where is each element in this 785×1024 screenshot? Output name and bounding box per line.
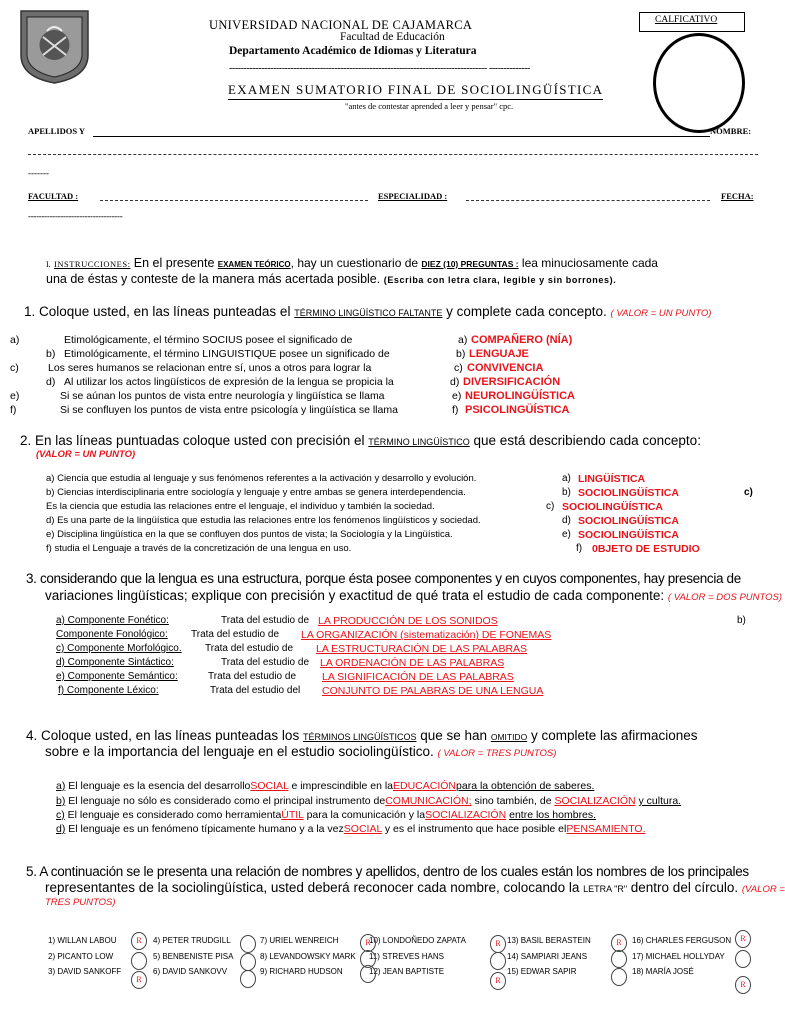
instructions-line-1 <box>46 256 658 270</box>
q2-item-text: f) studia el Lenguaje a través de la concretización de una lengua en uso. <box>46 543 352 554</box>
instructions-text-2: , hay un cuestionario de <box>290 256 419 270</box>
q3-component-mid: Trata del estudio de <box>208 671 297 682</box>
q1-answer-letter: b) <box>456 348 466 360</box>
q5-name: 12) JEAN BAPTISTE <box>369 967 445 976</box>
q3-component-mid: Trata del estudio del <box>210 685 301 696</box>
q1-item-text: Etimológicamente, el término SOCIUS posee el significado de <box>64 334 353 346</box>
q4-omitted: OMITIDO <box>490 732 528 742</box>
fecha-dots: ----------------------------------- <box>28 211 123 221</box>
university-seal <box>19 9 90 85</box>
q2-answer-letter: e) <box>562 529 571 540</box>
q5-answer-circle[interactable]: R <box>490 935 506 953</box>
faculty-name: Facultad de Educación <box>340 31 445 43</box>
q3-component-label: d) Componente Sintáctico: <box>56 657 174 668</box>
q4-a-text-2: e imprescindible en la <box>291 780 393 792</box>
q1-keyword: TÉRMINO LINGÜÍSTICO FALTANTE <box>294 308 443 318</box>
q3-component-label: Componente Fonológico: <box>56 629 168 640</box>
instructions-number: I. <box>46 260 51 269</box>
q4-b-text-1: El lenguaje no sólo es considerado como el principal instrumento de <box>68 795 386 807</box>
q1-value: ( VALOR = UN PUNTO) <box>610 308 712 319</box>
q2-answer-letter: d) <box>562 515 571 526</box>
q3-component-answer[interactable]: LA ORDENACIÓN DE LAS PALABRAS <box>320 657 505 669</box>
q5-answer-circle[interactable] <box>490 952 506 970</box>
q1-answer-letter: d) <box>450 376 460 388</box>
q5-answer-circle[interactable]: R <box>735 976 751 994</box>
q3-component-label: f) Componente Léxico: <box>58 685 159 696</box>
q1-answer-letter: f) <box>452 404 459 416</box>
q5-answer-circle[interactable] <box>240 970 256 988</box>
q4-c-answer-1[interactable]: ÚTIL <box>281 809 304 821</box>
q5-name: 18) MARÍA JOSÉ <box>632 967 694 976</box>
name-dots-line[interactable] <box>28 154 758 155</box>
question-count: DIEZ (10) PREGUNTAS : <box>421 259 519 269</box>
apellidos-label: APELLIDOS Y <box>28 126 86 136</box>
q2-answer[interactable]: SOCIOLINGÜÍSTICA <box>562 501 663 513</box>
q4-a-letter: a) <box>56 780 66 792</box>
q5-name: 15) EDWAR SAPIR <box>507 967 577 976</box>
especialidad-label: ESPECIALIDAD : <box>378 191 448 201</box>
q2-value: (VALOR = UN PUNTO) <box>36 449 136 460</box>
instructions-text-3: lea minuciosamente cada <box>521 256 658 270</box>
q4-mid: que se han <box>420 728 488 743</box>
q5-value-a: (VALOR = <box>741 884 785 895</box>
q4-c-text-2: para la comunicación y la <box>306 809 426 821</box>
motto: "antes de contestar aprended a leer y pensar" cpc. <box>345 101 514 111</box>
q5-name: 5) BENBENISTE PISA <box>153 952 234 961</box>
q3-component-mid: Trata del estudio de <box>221 657 310 668</box>
q2-suffix: que está describiendo cada concepto: <box>473 433 701 448</box>
q5-name: 13) BASIL BERASTEIN <box>507 936 591 945</box>
q4-item-d <box>56 823 646 835</box>
q1-item-text: Si se confluyen los puntos de vista entre psicología y lingüística se llama <box>60 404 398 416</box>
q3-component-mid: Trata del estudio de <box>221 615 310 626</box>
q2-answer[interactable]: SOCIOLINGÜÍSTICA <box>578 529 679 541</box>
q1-item-letter: a) <box>10 334 20 346</box>
q5-line-2-text: representantes de la sociolingüística, usted deberá reconocer cada nombre, colocando la <box>45 880 580 895</box>
q2-item-text: b) Ciencias interdisciplinaria entre sociología y lenguaje y entre ambas se genera interdependencia. <box>46 487 466 498</box>
q2-item-text: e) Disciplina lingüística en la que se confluyen dos puntos de vista; la Sociología y la Lingüística. <box>46 529 453 540</box>
department-name: Departamento Académico de Idiomas y Literatura <box>229 45 477 57</box>
grade-circle[interactable] <box>653 33 745 133</box>
q4-c-answer-2[interactable]: SOCIALIZACIÓN <box>425 809 507 821</box>
q2-answer-letter: a) <box>562 473 571 484</box>
q5-name: 6) DAVID SANKOVV <box>153 967 228 976</box>
q3-component-label: a) Componente Fonético: <box>56 615 169 626</box>
q5-answer-circle[interactable] <box>360 965 376 983</box>
q5-letter-label: LETRA "R" <box>583 884 628 894</box>
q2-answer[interactable]: SOCIOLINGÜÍSTICA <box>578 515 679 527</box>
q3-value: ( VALOR = DOS PUNTOS) <box>667 592 783 603</box>
instructions-text-1: En el presente <box>133 256 215 270</box>
q4-a-answer-2[interactable]: EDUCACIÓN <box>393 780 457 792</box>
q1-answer[interactable]: PSICOLINGÜÍSTICA <box>465 404 570 416</box>
q4-c-letter: c) <box>56 809 65 821</box>
q4-a-text-3: para la obtención de saberes. <box>456 780 595 792</box>
q5-name: 14) SAMPIARI JEANS <box>507 952 588 961</box>
q5-name: 9) RICHARD HUDSON <box>260 967 343 976</box>
q4-b-letter: b) <box>56 795 66 807</box>
q5-answer-circle[interactable]: R <box>131 971 147 989</box>
q5-answer-circle[interactable]: R <box>131 932 147 950</box>
q4-b-answer-1[interactable]: COMUNICACIÓN; <box>385 795 472 807</box>
q5-answer-circle[interactable]: R <box>360 934 376 952</box>
q5-name: 4) PETER TRUDGILL <box>153 936 231 945</box>
q3-line-2-text: variaciones lingüísticas; explique con precisión y exactitud de qué trata el estudio de cada componente: <box>45 588 665 603</box>
q4-suffix: y complete las afirmaciones <box>530 728 698 743</box>
especialidad-line[interactable] <box>466 200 710 201</box>
university-name: UNIVERSIDAD NACIONAL DE CAJAMARCA <box>209 18 473 32</box>
q2-keyword: TÉRMINO LINGÜÍSTICO <box>368 437 470 447</box>
header-separator: ---------------------------------------------------------------------------------------- -------------- <box>229 63 530 74</box>
q3-line-2 <box>45 588 782 603</box>
q2-stray-c: c) <box>744 487 753 498</box>
q5-answer-circle[interactable] <box>611 950 627 968</box>
q2-answer-letter: c) <box>546 501 555 512</box>
q3-component-answer[interactable]: LA ORGANIZACIÓN (sistematización) DE FONEMAS <box>301 629 552 641</box>
q1-answer[interactable]: NEUROLINGÜÍSTICA <box>465 390 575 402</box>
q5-line-2 <box>45 880 785 895</box>
q4-d-answer-2[interactable]: PENSAMIENTO. <box>566 823 646 835</box>
apellidos-line[interactable] <box>93 136 710 137</box>
q5-answer-circle[interactable] <box>735 950 751 968</box>
q4-item-a <box>56 780 594 792</box>
instructions-line-2 <box>46 272 616 286</box>
q5-name: 17) MICHAEL HOLLYDAY <box>632 952 725 961</box>
q3-line-1: 3. considerando que la lengua es una estructura, porque ésta posee componentes y en cuyos componentes, hay presencia de <box>26 571 741 586</box>
q4-item-b <box>56 795 681 807</box>
q1-item-letter: d) <box>46 376 56 388</box>
q5-line-2-end: dentro del círculo. <box>630 880 739 895</box>
q1-item-text: Los seres humanos se relacionan entre sí, unos a otros para lograr la <box>48 362 372 374</box>
q1-answer[interactable]: LENGUAJE <box>469 348 529 360</box>
q4-b-text-3: y cultura. <box>638 795 682 807</box>
q1-answer-letter: a) <box>458 334 468 346</box>
q3-component-mid: Trata del estudio de <box>205 643 294 654</box>
q4-c-text-1: El lenguaje es considerado como herramienta <box>67 809 282 821</box>
q5-answer-circle[interactable] <box>611 968 627 986</box>
q1-prefix: 1. Coloque usted, en las líneas punteadas el <box>24 304 291 319</box>
q4-d-text-2: y es el instrumento que hace posible el <box>384 823 567 835</box>
q1-answer[interactable]: DIVERSIFICACIÓN <box>463 376 561 388</box>
q4-d-text-1: El lenguaje es un fenómeno típicamente humano y a la vez <box>68 823 344 835</box>
name-continuation: ------- <box>28 168 49 178</box>
q3-component-label: c) Componente Morfológico. <box>56 643 182 654</box>
facultad-label: FACULTAD : <box>28 191 79 201</box>
q1-item-text: Al utilizar los actos lingüísticos de expresión de la lengua se propicia la <box>64 376 394 388</box>
q1-item-letter: c) <box>10 362 19 374</box>
q3-component-answer[interactable]: CONJUNTO DE PALABRAS DE UNA LENGUA <box>322 685 544 697</box>
q4-item-c <box>56 809 596 821</box>
q4-d-letter: d) <box>56 823 66 835</box>
q3-component-answer[interactable]: LA PRODUCCIÓN DE LOS SONIDOS <box>318 615 498 627</box>
q1-answer[interactable]: CONVIVENCIA <box>467 362 544 374</box>
q1-item-letter: e) <box>10 390 20 402</box>
facultad-line[interactable] <box>100 200 368 201</box>
q1-item-text: Si se aúnan los puntos de vista entre neurología y lingüística se llama <box>60 390 385 402</box>
q2-heading <box>20 433 701 448</box>
q5-answer-circle[interactable]: R <box>735 930 751 948</box>
q2-answer-letter: b) <box>562 487 571 498</box>
q5-answer-circle[interactable]: R <box>611 934 627 952</box>
q5-answer-circle[interactable] <box>131 952 147 970</box>
instructions-note: (Escriba con letra clara, legible y sin borrones). <box>383 275 617 285</box>
q5-answer-circle[interactable]: R <box>490 972 506 990</box>
q2-answer[interactable]: LINGÜÍSTICA <box>578 473 646 485</box>
instructions-label: INSTRUCCIONES: <box>54 259 131 269</box>
q4-b-text-2: sino también, de <box>474 795 552 807</box>
q4-a-text-1: El lenguaje es la esencia del desarrollo <box>68 780 251 792</box>
grade-label: CALFICATIVO <box>655 15 718 25</box>
exam-type: EXAMEN TEÓRICO <box>217 260 291 269</box>
q4-prefix: 4. Coloque usted, en las líneas punteadas los <box>26 728 300 743</box>
q1-item-letter: f) <box>10 404 17 416</box>
nombre-label-text: NOMBRE <box>710 126 749 136</box>
q1-item-letter: b) <box>46 348 56 360</box>
q3-component-answer[interactable]: LA SIGNIFICACIÓN DE LAS PALABRAS <box>322 671 514 683</box>
q2-item-text: a) Ciencia que estudia al lenguaje y sus fenómenos referentes a la activación y desarrollo y evolución. <box>46 473 477 484</box>
q3-component-label: e) Componente Semántico: <box>56 671 178 682</box>
q5-answer-circle[interactable] <box>240 953 256 971</box>
q5-name: 8) LEVANDOWSKY MARK <box>260 952 356 961</box>
nombre-label: NOMBRE: <box>710 126 752 136</box>
q4-d-answer-1[interactable]: SOCIAL <box>343 823 382 835</box>
q5-name: 3) DAVID SANKOFF <box>48 967 122 976</box>
q1-item-text: Etimológicamente, el término LINGUISTIQUE posee un significado de <box>64 348 390 360</box>
q4-line-2-text: sobre e la importancia del lenguaje en el estudio sociolingüístico. <box>45 744 434 759</box>
instructions-text-4: una de éstas y conteste de la manera más acertada posible. <box>46 272 381 286</box>
q4-keyword: TÉRMINOS LINGÜÍSTICOS <box>302 732 417 742</box>
q1-suffix: y complete cada concepto. <box>446 304 607 319</box>
q1-answer[interactable]: COMPAÑERO (NÍA) <box>471 334 573 346</box>
q5-line-1: 5. A continuación se le presenta una relación de nombres y apellidos, dentro de los cuales están los nombres de los principales <box>26 864 749 879</box>
q4-c-text-3: entre los hombres. <box>509 809 597 821</box>
q3-component-answer[interactable]: LA ESTRUCTURACIÓN DE LAS PALABRAS <box>316 643 528 655</box>
q5-name: 10) LONDOÑEDO ZAPATA <box>369 936 466 945</box>
q5-name: 16) CHARLES FERGUSON <box>632 936 732 945</box>
q4-a-answer-1[interactable]: SOCIAL <box>250 780 289 792</box>
q1-answer-letter: e) <box>452 390 462 402</box>
q5-name: 11) STREVES HANS <box>369 952 444 961</box>
q3-component-mid: Trata del estudio de <box>191 629 280 640</box>
q2-answer-letter: f) <box>576 543 583 554</box>
q1-heading <box>24 304 711 319</box>
q5-name: 1) WILLAN LABOU <box>48 936 117 945</box>
q4-heading <box>26 728 698 743</box>
q2-item-text: Es la ciencia que estudia las relaciones entre el lenguaje, el individuo y también la sociedad. <box>46 501 435 512</box>
q5-name: 2) PICANTO LOW <box>48 952 114 961</box>
q4-line-2 <box>45 744 556 759</box>
q3-stray-b: b) <box>737 615 746 626</box>
fecha-label: FECHA: <box>721 191 754 201</box>
q2-item-text: d) Es una parte de la lingüística que estudia las relaciones entre los fenómenos lingüísticos y sociedad. <box>46 515 481 526</box>
q5-value-b: TRES PUNTOS) <box>45 897 116 908</box>
q2-answer[interactable]: 0BJETO DE ESTUDIO <box>592 543 700 555</box>
q4-b-answer-2[interactable]: SOCIALIZACIÓN <box>554 795 636 807</box>
q5-name: 7) URIEL WENREICH <box>260 936 339 945</box>
q4-value: ( VALOR = TRES PUNTOS) <box>437 748 557 759</box>
q2-prefix: 2. En las líneas puntuadas coloque usted con precisión el <box>20 433 365 448</box>
q5-answer-circle[interactable] <box>240 935 256 953</box>
exam-title <box>228 82 603 100</box>
q2-answer[interactable]: SOCIOLINGÜÍSTICA <box>578 487 679 499</box>
q1-answer-letter: c) <box>454 362 463 374</box>
exam-title-text: EXAMEN SUMATORIO FINAL DE SOCIOLINGÜÍSTICA <box>228 82 604 97</box>
